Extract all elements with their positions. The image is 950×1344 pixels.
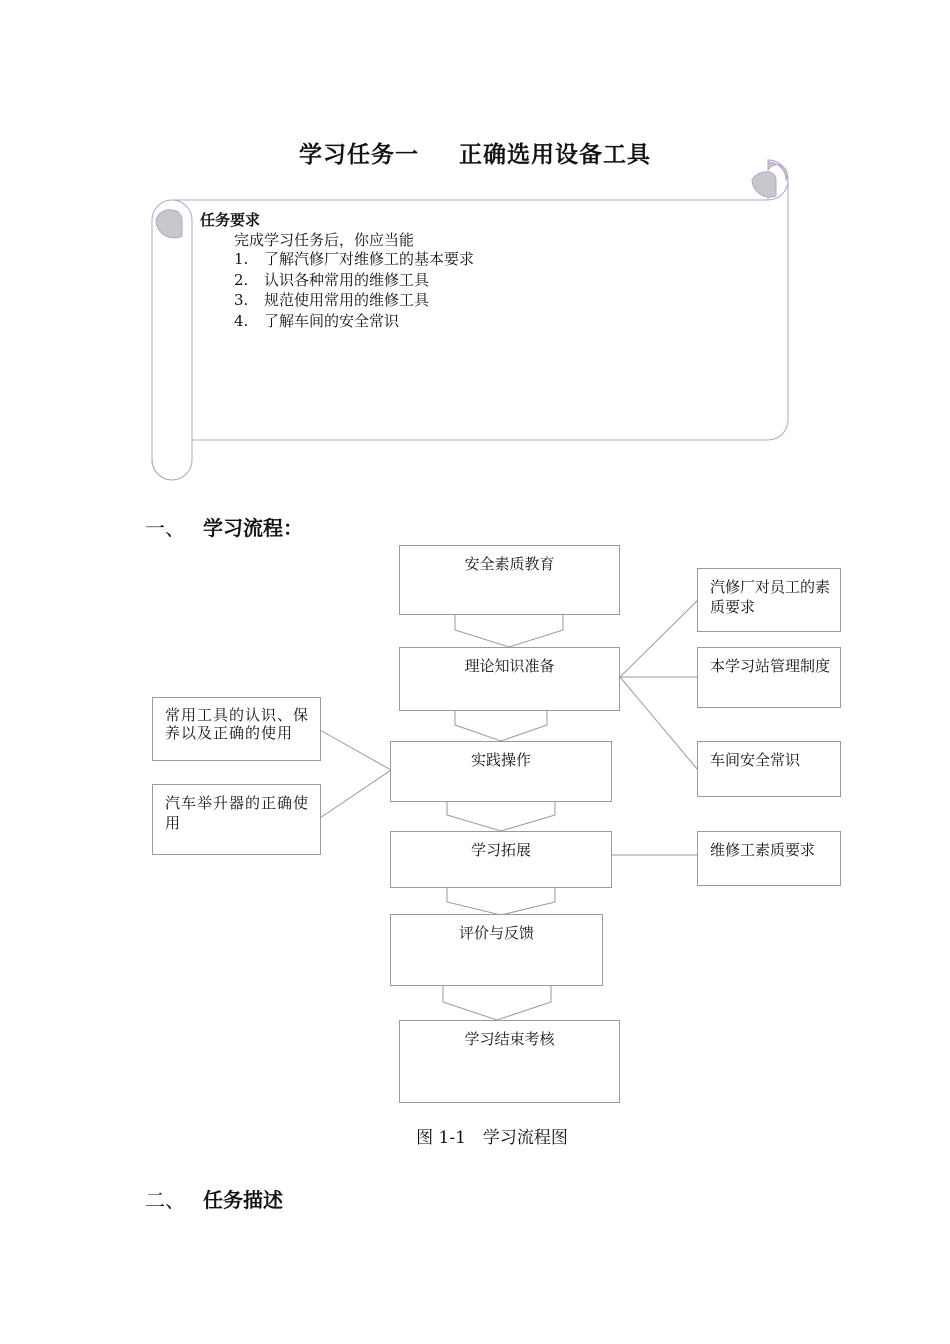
flow-step-1: 安全素质教育 bbox=[399, 545, 620, 615]
section-heading-2: 二、 任务描述 bbox=[145, 1188, 283, 1212]
note-left-2: 汽车举升器的正确使用 bbox=[152, 784, 321, 855]
flow-step-2: 理论知识准备 bbox=[399, 647, 620, 711]
list-item: 2. 认识各种常用的维修工具 bbox=[234, 270, 430, 289]
note-left-1: 常用工具的认识、保养以及正确的使用 bbox=[152, 697, 321, 761]
note-right-4: 维修工素质要求 bbox=[697, 831, 841, 886]
list-item: 3. 规范使用常用的维修工具 bbox=[234, 291, 430, 309]
connector-left-2 bbox=[320, 770, 391, 818]
requirements-heading: 任务要求 bbox=[200, 211, 261, 229]
title-part1: 学习任务一 bbox=[299, 142, 419, 168]
flow-step-3: 实践操作 bbox=[390, 741, 612, 802]
note-right-3: 车间安全常识 bbox=[697, 741, 841, 797]
note-right-2: 本学习站管理制度 bbox=[697, 647, 841, 708]
arrow-2 bbox=[455, 710, 547, 741]
arrow-5 bbox=[443, 985, 551, 1020]
arrow-4 bbox=[447, 887, 555, 915]
requirements-intro: 完成学习任务后，你应当能 bbox=[234, 231, 415, 249]
figure-caption: 图 1-1 学习流程图 bbox=[416, 1128, 568, 1148]
section-heading-1: 一、 学习流程： bbox=[145, 516, 303, 540]
connector-right-3 bbox=[620, 677, 698, 770]
note-right-1: 汽修厂对员工的素质要求 bbox=[697, 568, 841, 632]
list-item: 4. 了解车间的安全常识 bbox=[234, 311, 400, 330]
flow-step-5: 评价与反馈 bbox=[390, 914, 603, 986]
connector-right-1 bbox=[620, 600, 698, 677]
arrow-3 bbox=[447, 801, 555, 831]
flow-step-4: 学习拓展 bbox=[390, 831, 612, 888]
list-item: 1. 了解汽修厂对维修工的基本要求 bbox=[234, 250, 475, 268]
flow-step-6: 学习结束考核 bbox=[399, 1020, 620, 1103]
arrow-1 bbox=[455, 614, 563, 647]
title-part2: 正确选用设备工具 bbox=[459, 142, 651, 168]
connector-left-1 bbox=[320, 730, 391, 770]
